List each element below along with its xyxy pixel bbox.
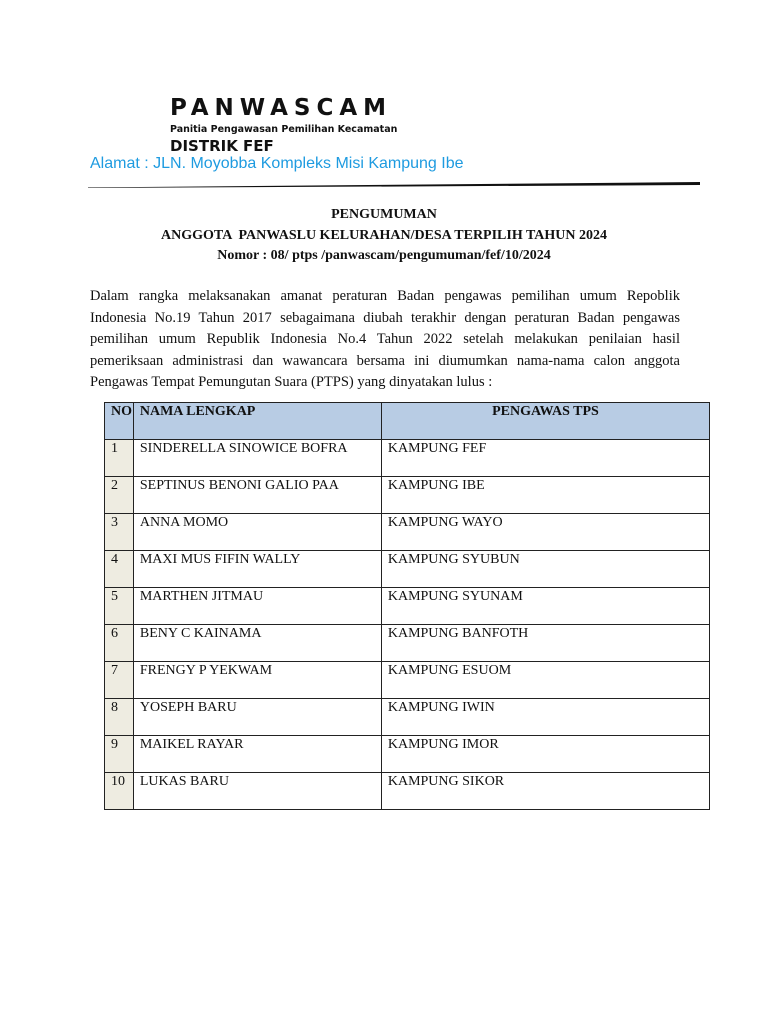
candidate-name: LUKAS BARU: [133, 773, 381, 810]
tps-location: KAMPUNG IMOR: [381, 736, 709, 773]
row-number: 1: [105, 440, 134, 477]
district-name: DISTRIK FEF: [170, 137, 274, 155]
candidate-name: MAIKEL RAYAR: [133, 736, 381, 773]
column-header-no: NO: [105, 403, 134, 440]
candidate-name: ANNA MOMO: [133, 514, 381, 551]
table-row: [105, 736, 710, 773]
tps-location: KAMPUNG FEF: [381, 440, 709, 477]
table-row: [105, 514, 710, 551]
candidate-name: SEPTINUS BENONI GALIO PAA: [133, 477, 381, 514]
tps-location: KAMPUNG SYUBUN: [381, 551, 709, 588]
table-row: [105, 551, 710, 588]
tps-location: KAMPUNG ESUOM: [381, 662, 709, 699]
tps-location: KAMPUNG IBE: [381, 477, 709, 514]
org-subtitle: Panitia Pengawasan Pemilihan Kecamatan: [170, 124, 398, 135]
candidate-name: MAXI MUS FIFIN WALLY: [133, 551, 381, 588]
tps-location: KAMPUNG SYUNAM: [381, 588, 709, 625]
candidate-table: [104, 402, 710, 810]
candidate-name: FRENGY P YEKWAM: [133, 662, 381, 699]
tps-location: KAMPUNG SIKOR: [381, 773, 709, 810]
table-row: [105, 662, 710, 699]
candidate-name: MARTHEN JITMAU: [133, 588, 381, 625]
header-divider: [88, 182, 700, 188]
table-row: [105, 699, 710, 736]
table-row: [105, 588, 710, 625]
row-number: 7: [105, 662, 134, 699]
row-number: 10: [105, 773, 134, 810]
tps-location: KAMPUNG WAYO: [381, 514, 709, 551]
column-header-tps: PENGAWAS TPS: [381, 403, 709, 440]
org-name: PANWASCAM: [170, 95, 393, 121]
table-row: [105, 440, 710, 477]
table-header-row: [105, 403, 710, 440]
table-row: [105, 773, 710, 810]
row-number: 3: [105, 514, 134, 551]
header-divider-line: [88, 182, 700, 188]
table-row: [105, 625, 710, 662]
row-number: 6: [105, 625, 134, 662]
tps-location: KAMPUNG IWIN: [381, 699, 709, 736]
candidate-name: YOSEPH BARU: [133, 699, 381, 736]
announcement-title: [0, 205, 768, 267]
row-number: 2: [105, 477, 134, 514]
row-number: 4: [105, 551, 134, 588]
row-number: 5: [105, 588, 134, 625]
table-row: [105, 477, 710, 514]
body-paragraph: Dalam rangka melaksanakan amanat peraturan Badan pengawas pemilihan umum Repoblik Indonesia No.19 Tahun 2017 sebagaimana diubah terakhir dengan peraturan Badan pengawas pemilihan umum Republik Indonesia No.4 Tahun 2022 setelah melakukan penilaian hasil pemeriksaan administrasi dan wawancara bersama ini diumumkan nama-nama calon anggota Pengawas Tempat Pemungutan Suara (PTPS) yang dinyatakan lulus :: [90, 288, 680, 390]
candidate-name: SINDERELLA SINOWICE BOFRA: [133, 440, 381, 477]
row-number: 8: [105, 699, 134, 736]
address-line: Alamat : JLN. Moyobba Kompleks Misi Kampung Ibe: [90, 155, 464, 172]
tps-location: KAMPUNG BANFOTH: [381, 625, 709, 662]
row-number: 9: [105, 736, 134, 773]
title-line-2: ANGGOTA PANWASLU KELURAHAN/DESA TERPILIH TAHUN 2024: [161, 227, 607, 243]
column-header-name: NAMA LENGKAP: [133, 403, 381, 440]
title-line-1: PENGUMUMAN: [331, 207, 437, 222]
candidate-name: BENY C KAINAMA: [133, 625, 381, 662]
title-line-3: Nomor : 08/ ptps /panwascam/pengumuman/fef/10/2024: [217, 248, 551, 263]
